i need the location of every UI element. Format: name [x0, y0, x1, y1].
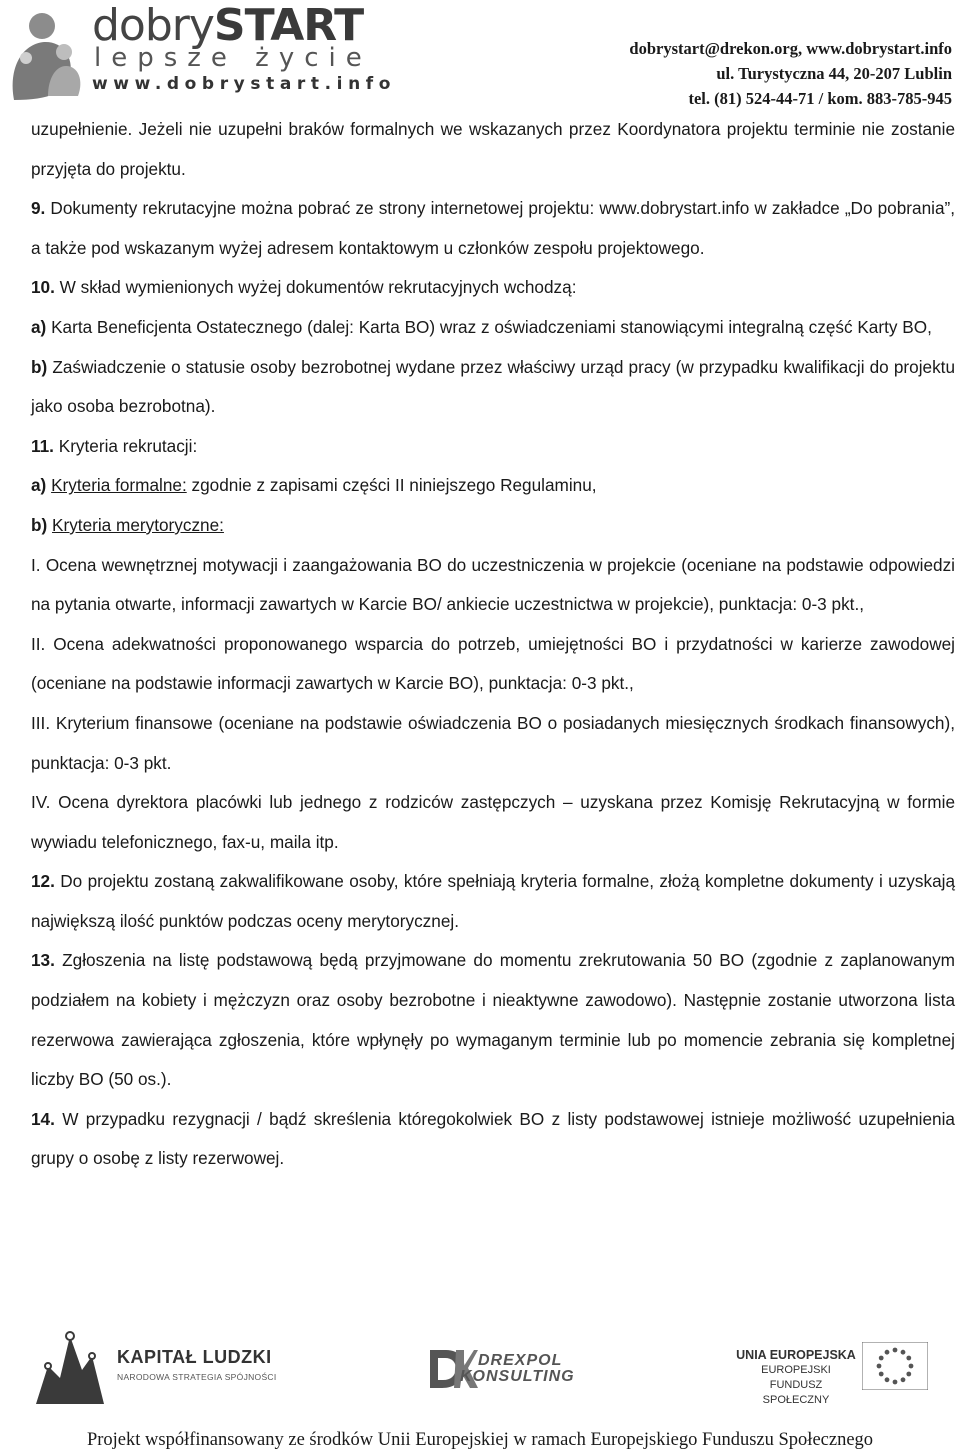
eu-text — [736, 1348, 856, 1408]
paragraph-14: 14. W przypadku rezygnacji / bądź skreślenia któregokolwiek BO z listy podstawowej istnieje możliwość uzupełnienia grupy o osobę z listy rezerwowej. — [31, 1108, 955, 1169]
eu-logo — [736, 1342, 956, 1412]
criteria-merit: b) Kryteria merytoryczne: — [31, 514, 224, 535]
paragraph-11: 11. Kryteria rekrutacji: — [31, 435, 198, 456]
logo-brand: dobrySTART — [92, 0, 364, 51]
paragraph-10: 10. W skład wymienionych wyżej dokumentów rekrutacyjnych wchodzą: — [31, 277, 577, 298]
contact-address: ul. Turystyczna 44, 20-207 Lublin — [716, 64, 952, 83]
kapital-ludzki-title: KAPITAŁ LUDZKI — [117, 1347, 272, 1367]
paragraph-12: 12. Do projektu zostaną zakwalifikowane osoby, które spełniają kryteria formalne, złożą kompletne dokumenty i uzyskają największą ilość punktów podczas oceny merytorycznej. — [31, 871, 955, 931]
logo-url: www.dobrystart.info — [92, 74, 397, 94]
kapital-ludzki-emblem-icon — [30, 1326, 110, 1406]
kapital-ludzki-subtitle: NARODOWA STRATEGIA SPÓJNOŚCI — [117, 1372, 277, 1382]
criterion-iii: III. Kryterium finansowe (oceniane na podstawie oświadczenia BO o posiadanych miesięcznych środkach finansowych), punktacja: 0-3 pkt. — [31, 712, 955, 773]
criterion-ii: II. Ocena adekwatności proponowanego wsparcia do potrzeb, umiejętności BO i przydatności w karierze zawodowej (oceniane na podstawie informacji zawartych w Karcie BO), punktacja: 0-3 pkt., — [31, 633, 955, 694]
criteria-formal: a) Kryteria formalne: zgodnie z zapisami części II niniejszego Regulaminu, — [31, 475, 597, 496]
criterion-iv: IV. Ocena dyrektora placówki lub jednego z rodziców zastępczych – uzyskana przez Komisję Rekrutacyjną w formie wywiadu telefonicznego, fax-u, maila itp. — [31, 792, 955, 852]
contact-phone: tel. (81) 524-44-71 / kom. 883-785-945 — [688, 89, 952, 108]
logo-tagline: lepsze życie — [94, 43, 372, 73]
drexpol-logo — [426, 1344, 606, 1404]
eu-line2: EUROPEJSKI — [761, 1364, 831, 1376]
paragraph-9: 9. Dokumenty rekrutacyjne można pobrać ze strony internetowej projektu: www.dobrystart.info w zakładce „Do pobrania”, a także pod wskazanym wyżej adresem kontaktowym u członków zespołu projektowego. — [31, 198, 955, 258]
eu-flag-icon — [862, 1342, 928, 1390]
eu-line1: UNIA EUROPEJSKA — [736, 1348, 856, 1362]
criterion-i: I. Ocena wewnętrznej motywacji i zaangażowania BO do uczestniczenia w projekcie (oceniane na podstawie odpowiedzi na pytania otwarte, informacji zawartych w Karcie BO/ ankiecie uczestnictwa w projekcie), punktacja: 0-3 pkt., — [31, 554, 955, 615]
contact-email-web: dobrystart@drekon.org, www.dobrystart.info — [629, 39, 952, 58]
list-item-a: a) Karta Beneficjenta Ostatecznego (dalej: Karta BO) wraz z oświadczeniami stanowiącymi integralną część Karty BO, — [31, 316, 932, 337]
drexpol-line1: DREXPOL — [478, 1352, 563, 1369]
letterhead — [0, 0, 960, 115]
kapital-ludzki-logo — [30, 1326, 280, 1406]
paragraph-8-continuation: uzupełnienie. Jeżeli nie uzupełni braków formalnych we wskazanych przez Koordynatora projektu terminie nie zostanie przyjęta do projektu. — [31, 119, 955, 179]
contact-info — [629, 36, 952, 111]
family-logo-icon — [4, 8, 90, 100]
eu-line3: FUNDUSZ SPOŁECZNY — [762, 1379, 830, 1406]
footer-logos — [0, 1316, 960, 1416]
drexpol-line2: KONSULTING — [460, 1368, 575, 1385]
cofinancing-statement: Projekt współfinansowany ze środków Unii Europejskiej w ramach Europejskiego Funduszu Społecznego — [86, 1430, 874, 1450]
document-body — [31, 110, 955, 1179]
paragraph-13: 13. Zgłoszenia na listę podstawową będą przyjmowane do momentu zrekrutowania 50 BO (zgodnie z zaplanowanym podziałem na kobiety i mężczyzn oraz osoby bezrobotne i nieaktywne zawodowo). Następnie zostanie utworzona lista rezerwowa zawierająca zgłoszenia, które wpłynęły po wymaganym terminie lub po momencie zebrania się kompletnej liczby BO (50 os.). — [31, 950, 955, 1090]
list-item-b: b) Zaświadczenie o statusie osoby bezrobotnej wydane przez właściwy urząd pracy (w przypadku kwalifikacji do projektu jako osoba bezrobotna). — [31, 356, 955, 417]
